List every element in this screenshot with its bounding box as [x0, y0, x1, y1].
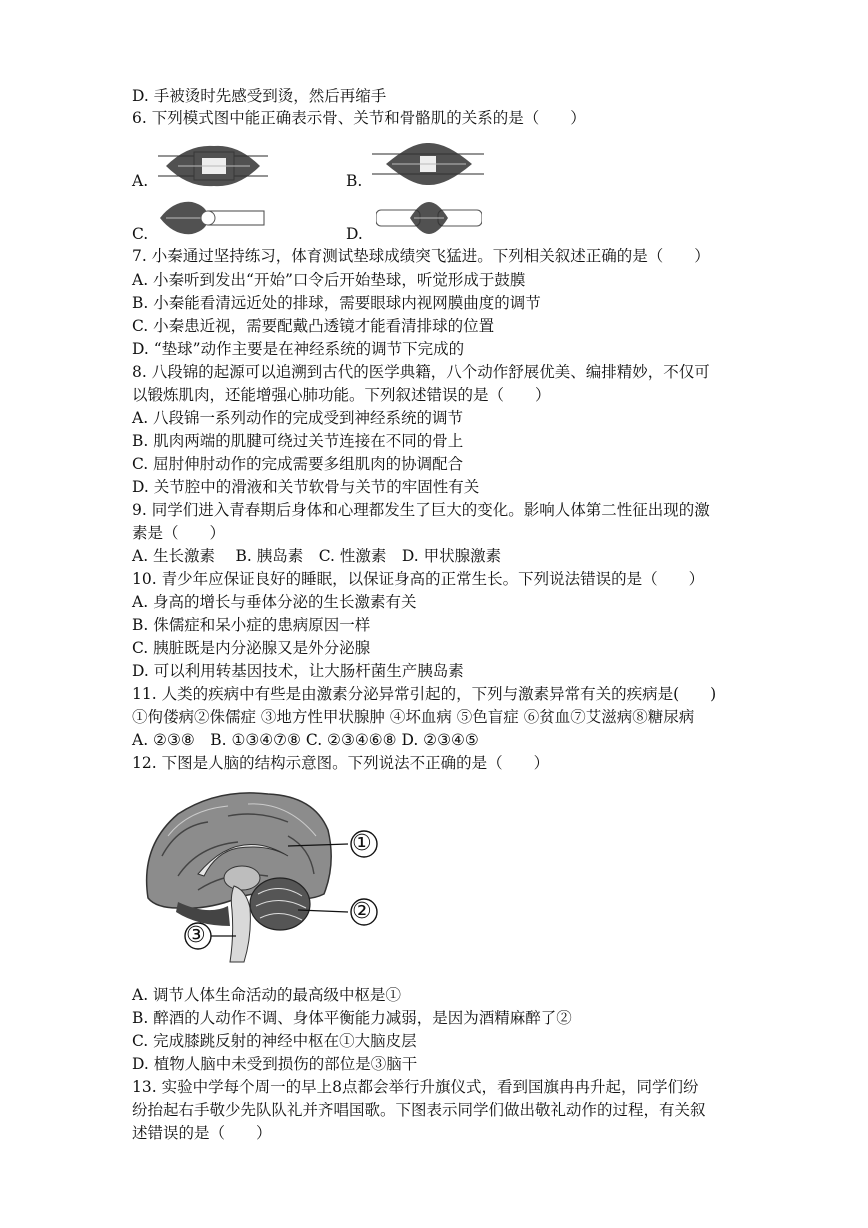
brain-label-1: ①: [352, 831, 372, 856]
q9-options: A. 生长激素 B. 胰岛素 C. 性激素 D. 甲状腺激素: [132, 547, 502, 565]
q8-option-c: C. 屈肘伸肘动作的完成需要多组肌肉的协调配合: [132, 455, 464, 473]
q6-stem: 6. 下列模式图中能正确表示骨、关节和骨骼肌的关系的是（ ）: [132, 109, 586, 127]
brain-label-2: ②: [352, 899, 372, 924]
q13-stem-line3: 述错误的是（ ）: [132, 1124, 272, 1142]
q6-label-c: C.: [132, 225, 149, 243]
q9-stem-line1: 9. 同学们进入青春期后身体和心理都发生了巨大的变化。影响人体第二性征出现的激: [132, 501, 710, 519]
q6-label-a: A.: [132, 172, 149, 190]
q11-stem: 11. 人类的疾病中有些是由激素分泌异常引起的，下列与激素异常有关的疾病是( ): [132, 685, 717, 703]
q8-option-a: A. 八段锦一系列动作的完成受到神经系统的调节: [132, 409, 464, 427]
q10-stem: 10. 青少年应保证良好的睡眠，以保证身高的正常生长。下列说法错误的是（ ）: [132, 570, 705, 588]
q6-figure-b: [372, 140, 484, 188]
q7-option-c: C. 小秦患近视，需要配戴凸透镜才能看清排球的位置: [132, 317, 495, 335]
q11-disease-list: ①佝偻病②侏儒症 ③地方性甲状腺肿 ④坏血病 ⑤色盲症 ⑥贫血⑦艾滋病⑧糖尿病: [132, 708, 695, 726]
q11-options: A. ②③⑧ B. ①③④⑦⑧ C. ②③④⑥⑧ D. ②③④⑤: [132, 731, 479, 749]
q6-label-b: B.: [346, 172, 363, 190]
q10-option-a: A. 身高的增长与垂体分泌的生长激素有关: [132, 593, 417, 611]
q6-label-d: D.: [346, 225, 363, 243]
q8-stem-line2: 以锻炼肌肉，还能增强心肺功能。下列叙述错误的是（ ）: [132, 386, 551, 404]
q7-option-b: B. 小秦能看清远近处的排球，需要眼球内视网膜曲度的调节: [132, 294, 541, 312]
q6-figure-d: [376, 200, 482, 236]
q8-option-d: D. 关节腔中的滑液和关节软骨与关节的牢固性有关: [132, 478, 480, 496]
q12-option-c: C. 完成膝跳反射的神经中枢在①大脑皮层: [132, 1032, 417, 1050]
brain-diagram: [138, 786, 398, 968]
q13-stem-line1: 13. 实验中学每个周一的早上8点都会举行升旗仪式，看到国旗冉冉升起，同学们纷: [132, 1078, 699, 1096]
q7-stem: 7. 小秦通过坚持练习，体育测试垫球成绩突飞猛进。下列相关叙述正确的是（ ）: [132, 247, 710, 265]
q12-stem: 12. 下图是人脑的结构示意图。下列说法不正确的是（ ）: [132, 754, 550, 772]
q12-option-d: D. 植物人脑中未受到损伤的部位是③脑干: [132, 1055, 418, 1073]
q13-stem-line2: 纷抬起右手敬少先队队礼并齐唱国歌。下图表示同学们做出敬礼动作的过程，有关叙: [132, 1101, 706, 1119]
q7-option-a: A. 小秦听到发出“开始”口令后开始垫球，听觉形成于鼓膜: [132, 271, 526, 289]
q12-option-a: A. 调节人体生命活动的最高级中枢是①: [132, 986, 402, 1004]
brain-label-3: ③: [186, 923, 206, 948]
q7-option-d: D. “垫球”动作主要是在神经系统的调节下完成的: [132, 340, 465, 358]
q5-option-d: D. 手被烫时先感受到烫，然后再缩手: [132, 87, 387, 105]
q10-option-d: D. 可以利用转基因技术，让大肠杆菌生产胰岛素: [132, 662, 464, 680]
q6-figure-c: [158, 198, 268, 238]
q12-option-b: B. 醉酒的人动作不调、身体平衡能力减弱，是因为酒精麻醉了②: [132, 1009, 572, 1027]
q9-stem-line2: 素是（ ）: [132, 524, 226, 542]
q6-figure-a: [158, 140, 268, 192]
q10-option-b: B. 侏儒症和呆小症的患病原因一样: [132, 616, 371, 634]
q10-option-c: C. 胰脏既是内分泌腺又是外分泌腺: [132, 639, 371, 657]
q8-stem-line1: 8. 八段锦的起源可以追溯到古代的医学典籍，八个动作舒展优美、编排精妙，不仅可: [132, 363, 710, 381]
q8-option-b: B. 肌肉两端的肌腱可绕过关节连接在不同的骨上: [132, 432, 464, 450]
